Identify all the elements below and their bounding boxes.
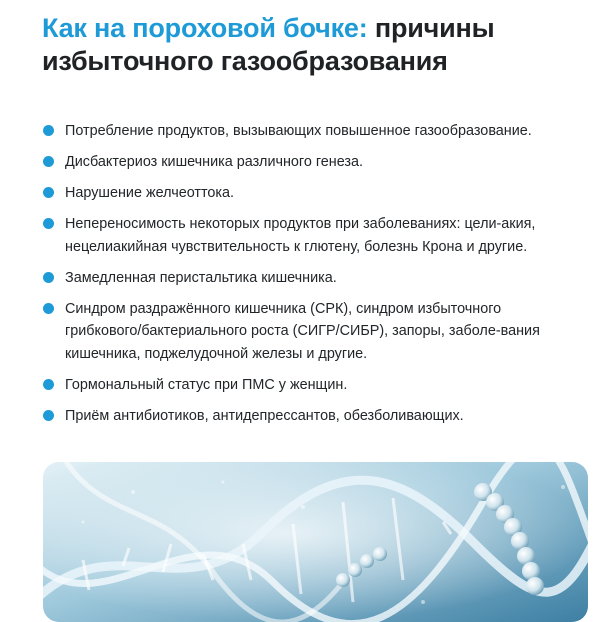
list-item	[43, 120, 573, 143]
list-item-text: Нарушение желчеоттока.	[65, 185, 235, 201]
bullet-dot-icon	[43, 218, 54, 229]
list-item-text: Замедленная перистальтика кишечника.	[65, 269, 337, 286]
list-item	[43, 374, 573, 397]
list-item-text: Потребление продуктов, вызывающих повышенное газообразование.	[65, 123, 532, 139]
bullet-dot-icon	[43, 125, 54, 136]
list-item	[43, 298, 573, 366]
page-title-accent: Как на пороховой бочке:	[42, 13, 368, 43]
list-item	[43, 213, 573, 258]
page-title	[42, 12, 582, 78]
list-item-text: Непереносимость некоторых продуктов при заболеваниях: цели-акия, нецелиакийная чувствительность к глютену, болезнь Крона и другие.	[65, 216, 536, 255]
bullet-dot-icon	[43, 272, 54, 283]
dna-helix-illustration	[43, 462, 588, 622]
list-item	[43, 405, 573, 428]
bullet-dot-icon	[43, 379, 54, 390]
bullet-dot-icon	[43, 410, 54, 421]
causes-list	[43, 120, 573, 436]
bullet-dot-icon	[43, 187, 54, 198]
list-item-text: Приём антибиотиков, антидепрессантов, обезболивающих.	[65, 407, 464, 424]
list-item	[43, 267, 573, 290]
list-item	[43, 182, 573, 205]
list-item-text: Гормональный статус при ПМС у женщин.	[65, 376, 348, 393]
list-item	[43, 151, 573, 174]
list-item-text: Дисбактериоз кишечника различного генеза.	[65, 154, 364, 170]
page-title-rest: причины избыточного газообразования	[42, 13, 495, 76]
bullet-dot-icon	[43, 303, 54, 314]
dna-helix-image	[43, 462, 588, 622]
bullet-dot-icon	[43, 156, 54, 167]
list-item-text: Синдром раздражённого кишечника (СРК), синдром избыточного грибкового/бактериального роста (СИГР/СИБР), запоры, заболе-вания кишечника, поджелудочной железы и другие.	[65, 300, 540, 362]
